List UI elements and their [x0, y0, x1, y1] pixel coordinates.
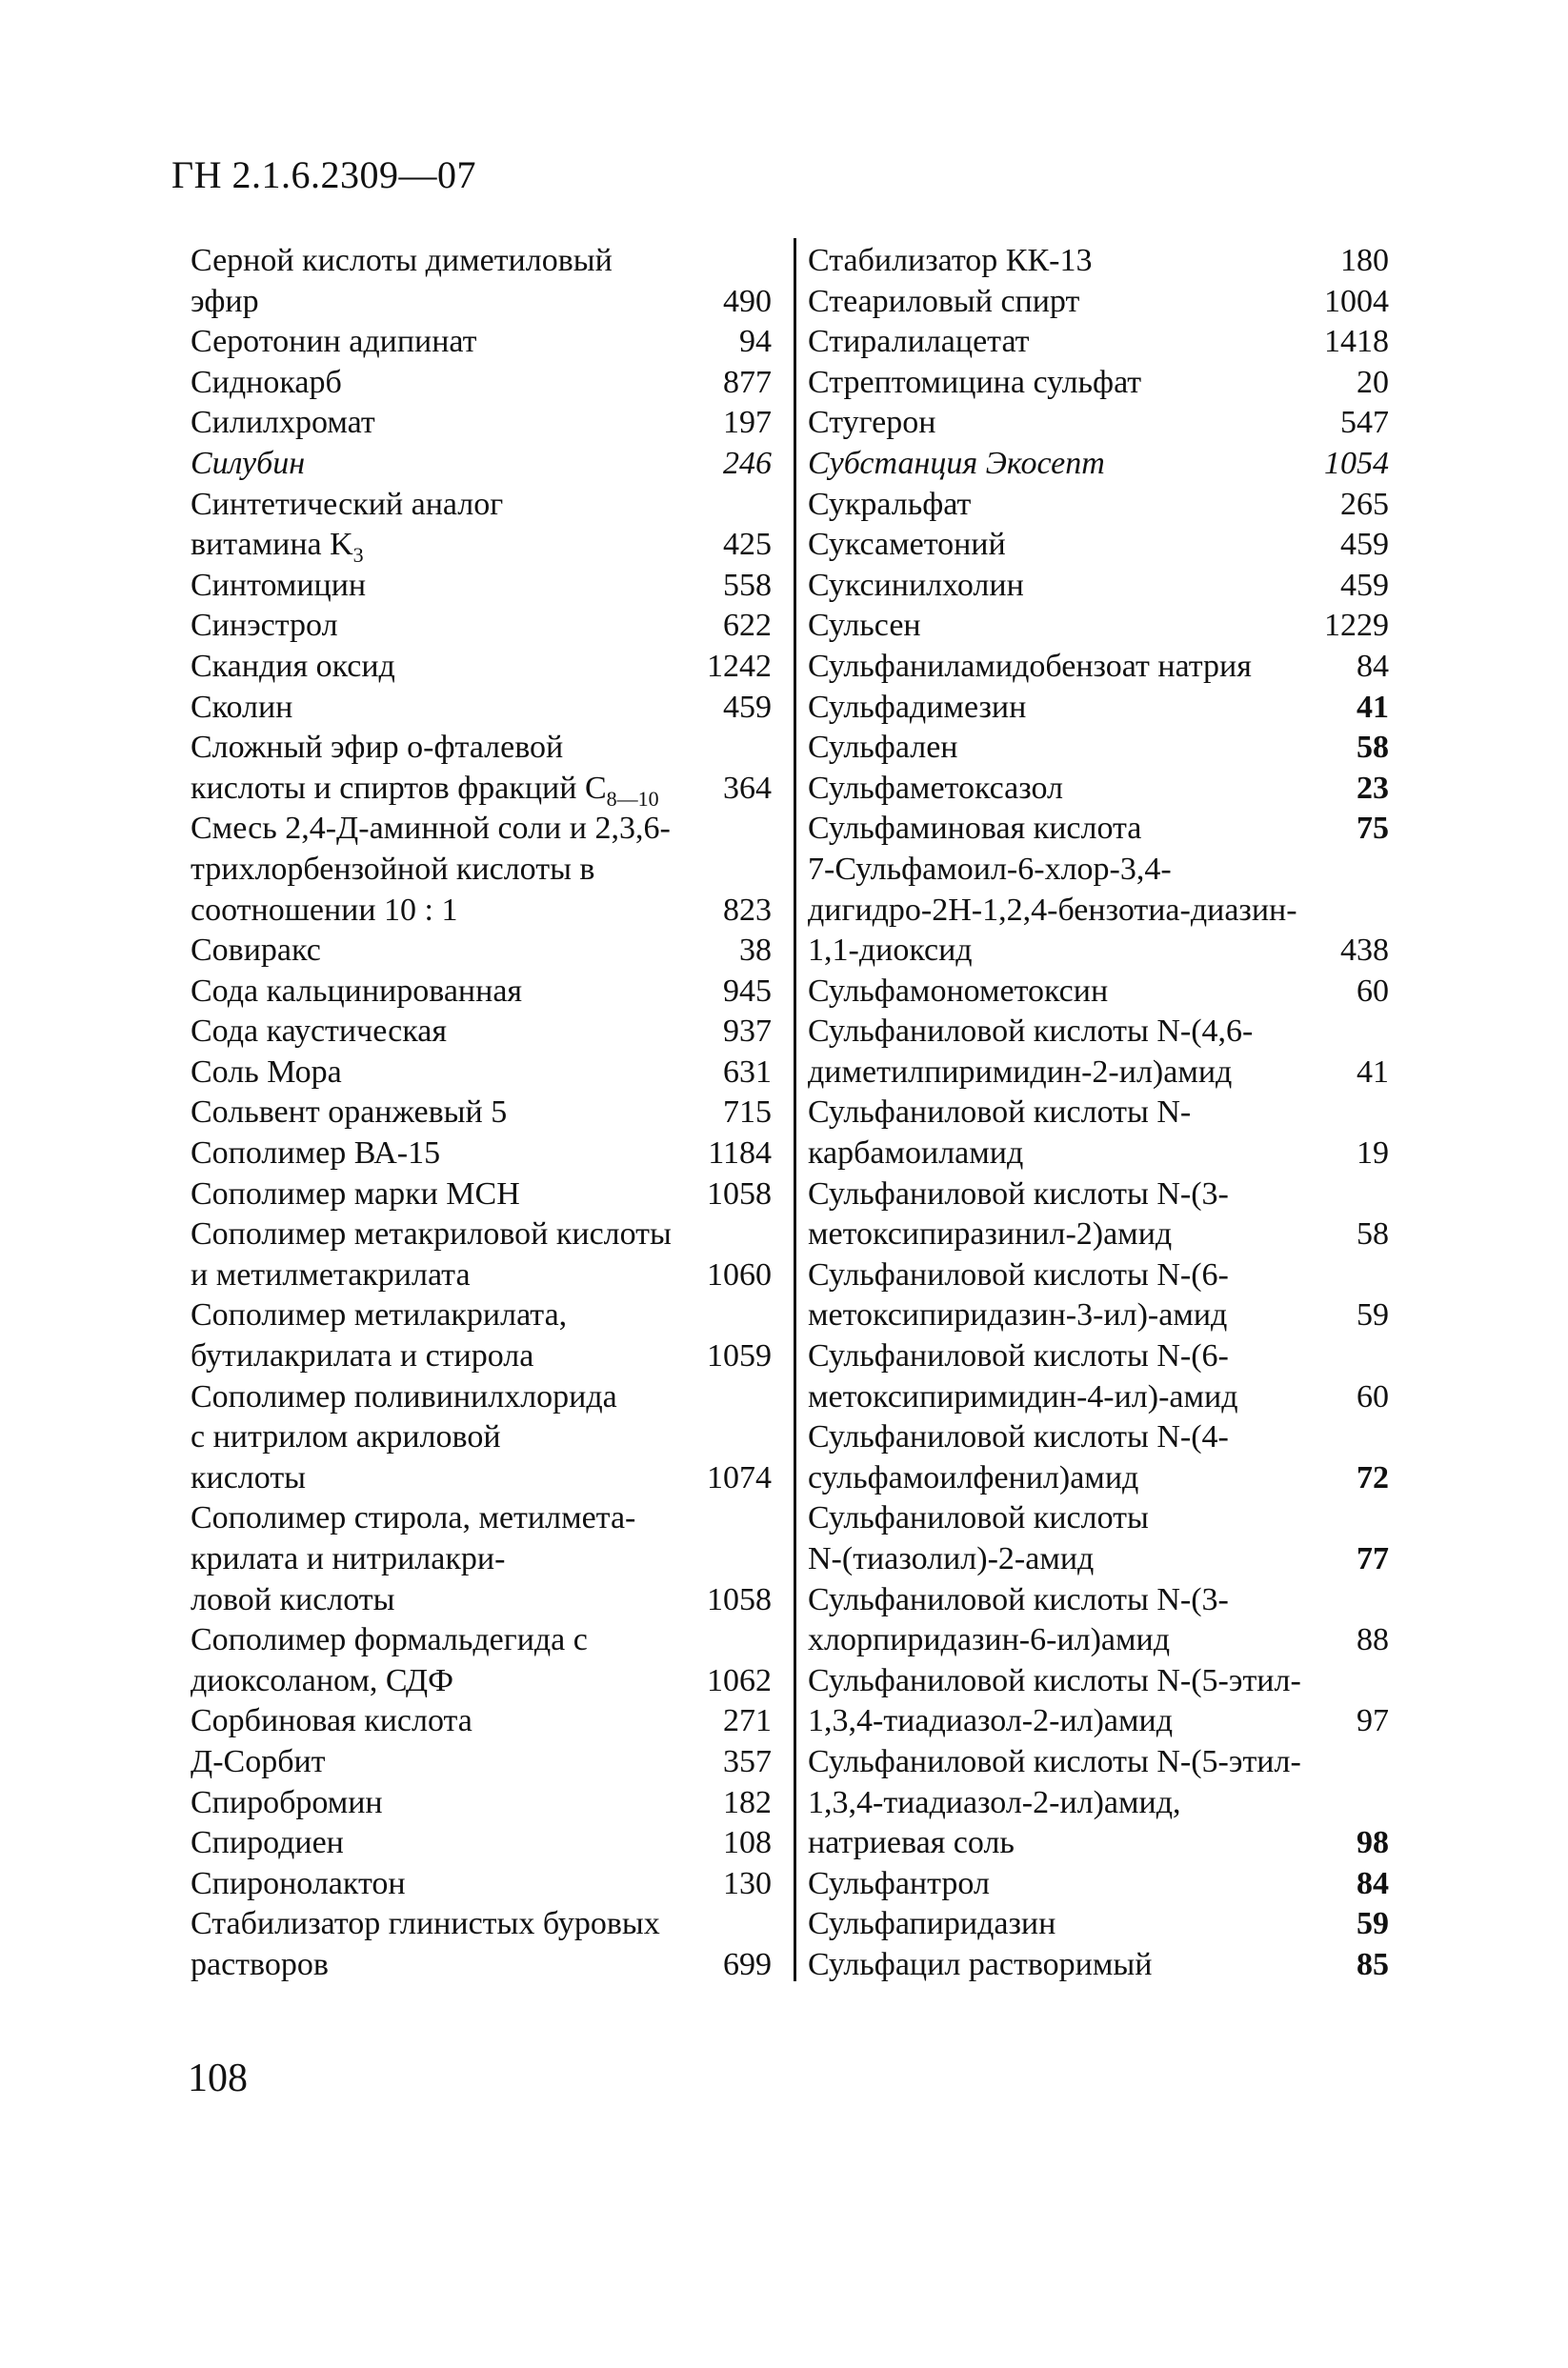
index-entry-line	[808, 1134, 1389, 1174]
index-entry-line	[808, 809, 1389, 850]
index-entry-line	[808, 1620, 1389, 1661]
entry-text: Синэстрол	[191, 608, 338, 644]
index-entry-line	[808, 363, 1389, 404]
index-entry-line	[808, 931, 1389, 972]
index-entry	[808, 322, 1389, 363]
page-reference: 1229	[1318, 606, 1389, 647]
entry-text: эфир	[191, 283, 259, 319]
index-entry-line	[808, 850, 1389, 891]
page-reference: 547	[1335, 403, 1389, 444]
entry-text: Сополимер поливинилхлорида	[191, 1378, 617, 1415]
index-entry-line	[808, 1174, 1389, 1215]
index-entry	[191, 566, 772, 607]
entry-text: Д-Сорбит	[191, 1743, 326, 1779]
index-entry-line	[191, 1214, 772, 1255]
index-entry	[808, 1661, 1389, 1742]
entry-text: Спиробромин	[191, 1784, 383, 1820]
index-entry	[191, 1093, 772, 1134]
index-entry	[191, 1701, 772, 1742]
index-entry	[808, 1742, 1389, 1864]
index-entry	[808, 972, 1389, 1013]
document-code-header: ГН 2.1.6.2309—07	[171, 153, 477, 196]
index-entry	[808, 1580, 1389, 1661]
index-entry-line	[191, 1864, 772, 1905]
index-entry	[808, 1093, 1389, 1174]
index-entry-line	[191, 1945, 772, 1986]
entry-text: Сульфаниловой кислоты	[808, 1500, 1149, 1536]
page-reference: 72	[1351, 1458, 1389, 1499]
index-entry-line	[808, 1053, 1389, 1094]
page-reference: 622	[717, 606, 772, 647]
entry-text: Сополимер марки МСН	[191, 1175, 520, 1212]
index-entry	[191, 688, 772, 729]
entry-text: N-(тиазолил)-2-амид	[808, 1541, 1095, 1576]
index-entry-line	[808, 1904, 1389, 1945]
index-entry	[808, 525, 1389, 566]
index-entry-line	[191, 403, 772, 444]
entry-text: Спиронолактон	[191, 1865, 406, 1901]
entry-text: Сульфаниловой кислоты N-(6-	[808, 1256, 1229, 1293]
index-entry	[808, 1012, 1389, 1093]
entry-text: Спиродиен	[191, 1825, 344, 1861]
page-reference: 58	[1351, 728, 1389, 769]
entry-text: Субстанция Экосепт	[808, 445, 1105, 481]
index-entry-line	[191, 322, 772, 363]
entry-text: с нитрилом акриловой	[191, 1419, 501, 1455]
index-entry-line	[808, 1295, 1389, 1336]
index-entry-line	[191, 1295, 772, 1336]
page-reference: 41	[1351, 688, 1389, 729]
entry-text: Сульфаниловой кислоты N-(4,6-	[808, 1013, 1254, 1050]
index-entry	[191, 403, 772, 444]
entry-text: Суксинилхолин	[808, 567, 1024, 603]
page-reference: 58	[1351, 1214, 1389, 1255]
page-reference: 425	[717, 525, 772, 566]
entry-text: натриевая соль	[808, 1825, 1015, 1861]
page-reference: 631	[717, 1053, 772, 1094]
entry-text: Сополимер метилакрилата,	[191, 1297, 568, 1334]
entry-text: Сульфаниловой кислоты N-(3-	[808, 1175, 1229, 1212]
index-entry	[191, 1174, 772, 1215]
index-entry-line	[191, 1093, 772, 1134]
index-entry-line	[191, 444, 772, 485]
page-reference: 23	[1351, 769, 1389, 810]
index-entry	[808, 1904, 1389, 1945]
index-entry	[808, 1498, 1389, 1579]
index-entry-line	[191, 606, 772, 647]
entry-text: Стабилизатор глинистых буровых	[191, 1906, 660, 1942]
page-reference: 20	[1351, 363, 1389, 404]
entry-text: Силилхромат	[191, 405, 375, 441]
index-entry	[191, 809, 772, 931]
entry-text: дигидро-2Н-1,2,4-бензотиа-диазин-	[808, 892, 1297, 928]
index-entry	[808, 1417, 1389, 1498]
index-entry	[808, 769, 1389, 810]
entry-text: Синтетический аналог	[191, 486, 504, 522]
index-entry	[191, 972, 772, 1013]
page-reference: 1418	[1318, 322, 1389, 363]
entry-text: растворов	[191, 1946, 329, 1982]
index-entry	[191, 322, 772, 363]
index-entry-line	[191, 1134, 772, 1174]
entry-text: Сольвент оранжевый 5	[191, 1094, 508, 1131]
entry-text: Сорбиновая кислота	[191, 1703, 472, 1739]
index-entry	[808, 606, 1389, 647]
index-entry	[191, 444, 772, 485]
index-entry-line	[808, 688, 1389, 729]
entry-text: Сульфаниловой кислоты N-(4-	[808, 1419, 1229, 1455]
entry-text: Сукральфат	[808, 486, 972, 522]
index-entry	[191, 1864, 772, 1905]
entry-text: Стабилизатор КК-13	[808, 243, 1093, 278]
entry-text: Сульфален	[808, 730, 958, 766]
entry-text: Серной кислоты диметиловый	[191, 243, 613, 278]
index-entry	[191, 485, 772, 566]
index-entry-line	[808, 1580, 1389, 1621]
index-entry-line	[808, 1417, 1389, 1458]
page-reference: 459	[1335, 566, 1389, 607]
index-entry	[808, 1336, 1389, 1417]
entry-text: Силубин	[191, 445, 306, 481]
entry-text: 1,3,4-тиадиазол-2-ил)амид,	[808, 1784, 1181, 1820]
index-entry-line	[808, 1742, 1389, 1783]
index-entry-line	[191, 1904, 772, 1945]
page-reference: 60	[1351, 1377, 1389, 1418]
entry-text: Стиралилацетат	[808, 324, 1030, 360]
index-entry	[191, 1498, 772, 1620]
index-entry-line	[191, 1417, 772, 1458]
page-reference: 246	[717, 444, 772, 485]
entry-text: соотношении 10 : 1	[191, 892, 458, 928]
index-entry-line	[808, 1864, 1389, 1905]
index-entry	[808, 1174, 1389, 1255]
page-reference: 945	[717, 972, 772, 1013]
page-reference: 1242	[701, 647, 772, 688]
entry-text: Сополимер формальдегида с	[191, 1622, 588, 1658]
index-entry	[191, 1783, 772, 1824]
index-entry	[191, 1620, 772, 1701]
index-entry	[191, 647, 772, 688]
page-reference: 77	[1351, 1539, 1389, 1580]
page-reference: 41	[1351, 1053, 1389, 1094]
index-entry-line	[191, 363, 772, 404]
entry-text: Сульфапиридазин	[808, 1906, 1056, 1942]
entry-text: Стеариловый спирт	[808, 283, 1080, 319]
index-entry-line	[808, 1255, 1389, 1296]
index-entry	[808, 728, 1389, 769]
page-reference: 1060	[701, 1255, 772, 1296]
entry-text: Сульфацил растворимый	[808, 1946, 1153, 1982]
entry-text: трихлорбензойной кислоты в	[191, 851, 595, 887]
entry-text: Сложный эфир о-фталевой	[191, 730, 564, 766]
page-reference: 84	[1351, 1864, 1389, 1905]
entry-text: ловой кислоты	[191, 1581, 395, 1617]
page-reference: 1059	[701, 1336, 772, 1377]
index-entry	[191, 931, 772, 972]
index-entry	[808, 363, 1389, 404]
page-reference: 59	[1351, 1904, 1389, 1945]
index-entry	[808, 647, 1389, 688]
page-reference: 459	[1335, 525, 1389, 566]
index-entry-line	[191, 1458, 772, 1499]
page-reference: 197	[717, 403, 772, 444]
entry-text: Серотонин адипинат	[191, 324, 477, 360]
index-entry-line	[191, 485, 772, 526]
entry-text: Совиракс	[191, 933, 321, 969]
entry-text: Сколин	[191, 689, 293, 725]
index-entry-line	[808, 891, 1389, 932]
index-entry-line	[191, 1620, 772, 1661]
index-entry-line	[191, 1255, 772, 1296]
index-entry-line	[191, 241, 772, 282]
formula-subscript: 8—10	[606, 786, 659, 811]
index-entry-line	[808, 566, 1389, 607]
index-entry-line	[191, 931, 772, 972]
entry-text: 7-Сульфамоил-6-хлор-3,4-	[808, 851, 1172, 887]
index-entry-line	[808, 972, 1389, 1013]
index-entry	[808, 282, 1389, 323]
entry-text: кислоты и спиртов фракций C	[191, 770, 607, 806]
entry-text: карбамоиламид	[808, 1135, 1024, 1172]
index-entry-line	[808, 1539, 1389, 1580]
entry-text: хлорпиридазин-6-ил)амид	[808, 1622, 1170, 1658]
page-reference: 88	[1351, 1620, 1389, 1661]
entry-text: Скандия оксид	[191, 648, 395, 684]
page-reference: 97	[1351, 1701, 1389, 1742]
page-reference: 59	[1351, 1295, 1389, 1336]
index-column-left	[191, 241, 772, 1986]
index-entry-line	[191, 1012, 772, 1053]
entry-text: Сополимер ВА-15	[191, 1135, 441, 1172]
page-reference: 108	[717, 1823, 772, 1864]
index-entry-line	[191, 850, 772, 891]
index-entry-line	[191, 1580, 772, 1621]
page-reference: 823	[717, 891, 772, 932]
entry-text: Сульфаниловой кислоты N-(5-этил-	[808, 1662, 1301, 1698]
entry-text: Сульфаниловой кислоты N-(3-	[808, 1581, 1229, 1617]
index-entry	[191, 1053, 772, 1094]
index-entry	[191, 241, 772, 322]
index-entry	[808, 1864, 1389, 1905]
entry-text: метоксипиримидин-4-ил)-амид	[808, 1378, 1238, 1415]
index-entry	[191, 1377, 772, 1499]
page-reference: 1074	[701, 1458, 772, 1499]
entry-text: 1,1-диоксид	[808, 933, 973, 969]
index-entry-line	[191, 1823, 772, 1864]
page-reference: 265	[1335, 485, 1389, 526]
index-entry-line	[191, 891, 772, 932]
index-entry-line	[191, 809, 772, 850]
index-entry-line	[808, 282, 1389, 323]
index-entry-line	[191, 525, 772, 566]
index-entry-line	[191, 1336, 772, 1377]
index-entry-line	[808, 1701, 1389, 1742]
page-reference: 1062	[701, 1661, 772, 1702]
index-entry-line	[191, 1661, 772, 1702]
page-reference: 364	[717, 769, 772, 810]
index-entry	[808, 566, 1389, 607]
index-entry-line	[808, 241, 1389, 282]
page-reference: 937	[717, 1012, 772, 1053]
entry-text: Суксаметоний	[808, 527, 1006, 563]
index-entry-line	[191, 566, 772, 607]
page-reference: 1058	[701, 1580, 772, 1621]
entry-text: Стрептомицина сульфат	[808, 364, 1142, 400]
page-reference: 438	[1335, 931, 1389, 972]
index-entry-line	[808, 1823, 1389, 1864]
entry-text: Сополимер метакриловой кислоты	[191, 1216, 672, 1253]
index-entry	[191, 728, 772, 809]
entry-text: Сиднокарб	[191, 364, 342, 400]
index-entry	[191, 1742, 772, 1783]
index-column-right	[808, 241, 1389, 1986]
page-reference: 558	[717, 566, 772, 607]
index-entry-line	[808, 1458, 1389, 1499]
index-entry	[191, 1823, 772, 1864]
entry-text: Сополимер стирола, метилмета-	[191, 1500, 636, 1536]
index-entry-line	[808, 769, 1389, 810]
page-reference: 1058	[701, 1174, 772, 1215]
page-reference: 182	[717, 1783, 772, 1824]
page-reference: 38	[734, 931, 772, 972]
index-entry	[808, 241, 1389, 282]
index-entry-line	[191, 1701, 772, 1742]
page-reference: 699	[717, 1945, 772, 1986]
entry-text: Сода кальцинированная	[191, 973, 523, 1009]
index-entry	[191, 1295, 772, 1376]
index-entry-line	[191, 1539, 772, 1580]
index-entry-line	[808, 647, 1389, 688]
page-reference: 1054	[1318, 444, 1389, 485]
index-entry-line	[808, 1498, 1389, 1539]
index-entry-line	[191, 728, 772, 769]
entry-text: Сульфаниловой кислоты N-	[808, 1094, 1192, 1131]
index-entry-line	[808, 1945, 1389, 1986]
column-divider	[794, 238, 796, 1981]
entry-text: Сульфамонометоксин	[808, 973, 1109, 1009]
entry-text: Сульфаниловой кислоты N-(5-этил-	[808, 1743, 1301, 1779]
page-reference: 98	[1351, 1823, 1389, 1864]
formula-subscript: 3	[352, 542, 364, 567]
index-entry-line	[808, 485, 1389, 526]
index-entry	[191, 1904, 772, 1985]
index-entry	[191, 1012, 772, 1053]
entry-text: Сульфаниловой кислоты N-(6-	[808, 1338, 1229, 1375]
entry-text: Сода каустическая	[191, 1013, 447, 1050]
index-entry	[808, 1255, 1389, 1336]
index-entry-line	[191, 769, 772, 810]
entry-text: витамина K	[191, 527, 353, 563]
index-entry	[808, 688, 1389, 729]
entry-text: Сульсен	[808, 608, 921, 644]
index-entry	[191, 1214, 772, 1295]
page-reference: 180	[1335, 241, 1389, 282]
entry-text: Синтомицин	[191, 567, 367, 603]
page-reference: 75	[1351, 809, 1389, 850]
page-reference: 459	[717, 688, 772, 729]
index-entry-line	[808, 1336, 1389, 1377]
entry-text: Сульфантрол	[808, 1865, 990, 1901]
index-entry-line	[808, 606, 1389, 647]
page-reference: 85	[1351, 1945, 1389, 1986]
page-reference: 877	[717, 363, 772, 404]
page-reference: 94	[734, 322, 772, 363]
entry-text: Стугерон	[808, 405, 936, 441]
index-entry-line	[808, 1783, 1389, 1824]
entry-text: крилата и нитрилакри-	[191, 1541, 506, 1576]
index-entry	[808, 403, 1389, 444]
page-reference: 715	[717, 1093, 772, 1134]
entry-text: Сульфаметоксазол	[808, 770, 1063, 806]
index-entry-line	[808, 1377, 1389, 1418]
index-entry-line	[808, 322, 1389, 363]
page-reference: 130	[717, 1864, 772, 1905]
entry-text: метоксипиридазин-3-ил)-амид	[808, 1297, 1228, 1334]
entry-text: кислоты	[191, 1459, 307, 1495]
page-reference: 490	[717, 282, 772, 323]
index-entry-line	[808, 444, 1389, 485]
page-number: 108	[188, 2057, 248, 2100]
index-entry	[191, 606, 772, 647]
index-entry	[808, 444, 1389, 485]
page-reference: 84	[1351, 647, 1389, 688]
entry-text: и метилметакрилата	[191, 1256, 471, 1293]
entry-text: Соль Мора	[191, 1054, 342, 1090]
index-entry-line	[191, 1053, 772, 1094]
entry-text: бутилакрилата и стирола	[191, 1338, 534, 1375]
index-entry-line	[191, 1783, 772, 1824]
index-entry-line	[808, 1093, 1389, 1134]
index-entry-line	[191, 647, 772, 688]
index-entry-line	[808, 403, 1389, 444]
index-entry-line	[191, 972, 772, 1013]
page-reference: 357	[717, 1742, 772, 1783]
index-entry	[808, 1945, 1389, 1986]
entry-text: Сульфаниламидобензоат натрия	[808, 648, 1252, 684]
entry-text: диметилпиримидин-2-ил)амид	[808, 1054, 1233, 1090]
index-entry-line	[191, 1742, 772, 1783]
entry-text: 1,3,4-тиадиазол-2-ил)амид	[808, 1703, 1174, 1739]
index-entry-line	[191, 688, 772, 729]
page-reference: 1004	[1318, 282, 1389, 323]
index-entry-line	[191, 1498, 772, 1539]
index-entry-line	[808, 1661, 1389, 1702]
index-entry-line	[808, 728, 1389, 769]
entry-text: Смесь 2,4-Д-аминной соли и 2,3,6-	[191, 811, 671, 847]
page-reference: 271	[717, 1701, 772, 1742]
entry-text: диоксоланом, СДФ	[191, 1662, 453, 1698]
index-entry	[808, 850, 1389, 972]
index-entry	[808, 485, 1389, 526]
index-entry-line	[191, 1174, 772, 1215]
page-reference: 60	[1351, 972, 1389, 1013]
entry-text: сульфамоилфенил)амид	[808, 1459, 1139, 1495]
index-entry-line	[808, 525, 1389, 566]
index-entry-line	[808, 1012, 1389, 1053]
entry-text: Сульфадимезин	[808, 689, 1027, 725]
index-entry	[808, 809, 1389, 850]
index-entry	[191, 363, 772, 404]
index-entry-line	[191, 282, 772, 323]
index-entry	[191, 1134, 772, 1174]
entry-text: Сульфаминовая кислота	[808, 811, 1142, 847]
index-entry-line	[191, 1377, 772, 1418]
entry-text: метоксипиразинил-2)амид	[808, 1216, 1173, 1253]
index-entry-line	[808, 1214, 1389, 1255]
page-reference: 1184	[702, 1134, 772, 1174]
page-reference: 19	[1351, 1134, 1389, 1174]
